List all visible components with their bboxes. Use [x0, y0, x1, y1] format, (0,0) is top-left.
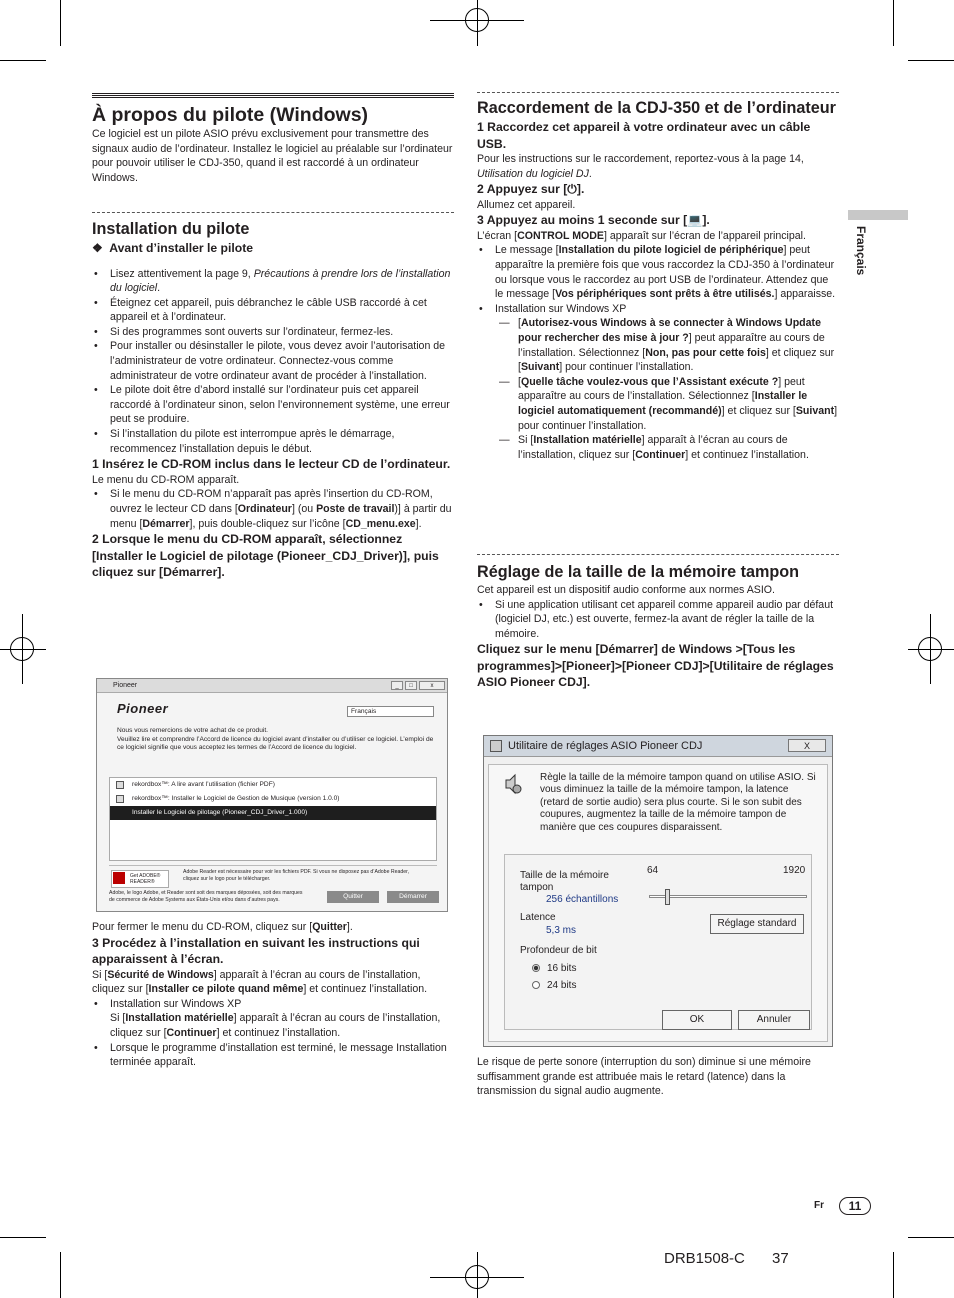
conn-step-1: 1 Raccordez cet appareil à votre ordinateur avec un câble USB. [477, 120, 811, 151]
cancel-button: Annuler [738, 1010, 810, 1030]
before-item: • Si des programmes sont ouverts sur l’ordinateur, fermez-les. [92, 325, 454, 340]
before-item: • Pour installer ou désinstaller le pilote, vous devez avoir l’autorisation de l’administrateur de votre ordinateur. Connectez-vous comme administrateur de votre ordinateur avant de procéder à l’installation. [92, 339, 454, 383]
close-note: Pour fermer le menu du CD-ROM, cliquez sur [Quitter]. [92, 921, 353, 933]
quit-button: Quitter [327, 891, 379, 903]
language-select: Français [347, 706, 434, 717]
buffer-text: Cet appareil est un dispositif audio conforme aux normes ASIO. [477, 584, 775, 596]
before-item: • Éteignez cet appareil, puis débranchez le câble USB raccordé à cet appareil et à l’ordinateur. [92, 296, 454, 325]
cd-menu-titlebar: Pioneer [97, 679, 447, 693]
buffer-slider-track [649, 895, 807, 898]
speaker-app-icon [490, 740, 502, 752]
before-item: • Si l’installation du pilote est interrompue après le démarrage, recommencez l’installation depuis le début. [92, 427, 454, 456]
ok-button: OK [662, 1010, 732, 1030]
minimize-icon: _ [391, 681, 403, 690]
language-tab-label: Français [854, 226, 868, 276]
xp-dash-item: — [Quelle tâche voulez-vous que l’Assistant exécute ?] peut apparaître au cours de l’installation. Sélectionnez [Installer le logiciel automatiquement (recommandé)] et cliquez sur [Suivant] pour continuer l’installation. [477, 375, 839, 433]
step-3-item: • Lorsque le programme d’installation est terminé, le message Installation terminée apparaît. [92, 1041, 454, 1070]
conn-step-1-text: Pour les instructions sur le raccordement, reportez-vous à la page 14, Utilisation du logiciel DJ. [477, 153, 804, 180]
buffer-slider-thumb [665, 889, 670, 905]
step-3: 3 Procédez à l’installation en suivant les instructions qui apparaissent à l’écran. [92, 935, 420, 967]
final-text: Le risque de perte sonore (interruption du son) diminue si une mémoire suffisamment grande est attribuée mais le retard (latence) dans la transmission du signal audio augmente. [477, 1056, 811, 1098]
footer-number: 37 [772, 1250, 789, 1267]
asio-description: Règle la taille de la mémoire tampon quand on utilise ASIO. Si vous diminuez la taille de la mémoire tampon, la latence (retard de sortie audio) sera plus courte. Si le son subit des coupures, augmentez la taille de la mémoire tampon de manière que ces coupures disparaissent. [540, 772, 816, 833]
list-item-selected: Installer le Logiciel de pilotage (Pioneer_CDJ_Driver_1.000) [110, 806, 436, 820]
page-lang: Fr [814, 1200, 824, 1211]
step-1-text: Le menu du CD-ROM apparaît. [92, 473, 240, 486]
adobe-footer: Get ADOBE® READER® Adobe Reader est nécessaire pour voir les fichiers PDF. Si vous ne disposez pas d’Adobe Reader, cliquez sur le logo pour le télécharger. Adobe, le logo Adobe, et Reader sont soit des marques déposées, soit des marques de commerce de Adobe Systems aux États-Unis et/ou dans d’autres pays. [109, 865, 437, 901]
asio-utility-window [483, 735, 833, 1047]
conn-bullet: • Le message [Installation du pilote logiciel de périphérique] peut apparaître la première fois que vous raccordez la CDJ-350 à l’ordinateur ou lorsque vous le raccordez au port USB de l’ordinateur. Attendez que le message [Vos périphériques sont prêts à être utilisés.] apparaisse. [477, 243, 839, 301]
radio-icon [532, 981, 540, 989]
intro-text: Ce logiciel est un pilote ASIO prévu exclusivement pour transmettre des signaux audio de l’ordinateur. Installez le logiciel au préalable sur l’ordinateur pour pouvoir utiliser le CDJ-350, quand il est raccordé à un ordinateur Windows. [92, 128, 453, 184]
page-number: 11 [839, 1197, 871, 1215]
before-heading: ❖ Avant d’installer le pilote [92, 241, 254, 255]
conn-step-2-text: Allumez cet appareil. [477, 198, 576, 211]
conn-step-3: 3 Appuyez au moins 1 seconde sur [💻]. [477, 213, 710, 228]
latency-label: Latence [520, 912, 556, 923]
title-rule [92, 93, 454, 98]
menu-step: Cliquez sur le menu [Démarrer] de Windows >[Tous les programmes]>[Pioneer]>[Pioneer CDJ]>[Utilitaire de réglages ASIO Pioneer CDJ]. [477, 642, 834, 690]
asio-titlebar: Utilitaire de réglages ASIO Pioneer CDJ [484, 736, 832, 757]
buffer-value: 256 échantillons [546, 894, 619, 905]
adobe-reader-badge: Get ADOBE® READER® [111, 870, 169, 888]
step-3-text: Si [Sécurité de Windows] apparaît à l’écran au cours de l’installation, cliquez sur [Installer ce pilote quand même] et continuez l’installation. [92, 968, 428, 996]
xp-dash-item: — [Autorisez-vous Windows à se connecter à Windows Update pour rechercher des mise à jour ?] peut apparaître au cours de l’installation. Sélectionnez [Non, pas pour cette fois] et cliquez sur [Suivant] pour continuer l’installation. [477, 316, 839, 374]
install-heading: Installation du pilote [92, 220, 250, 238]
buffer-max: 1920 [783, 865, 806, 876]
step-1: 1 Insérez le CD-ROM inclus dans le lecteur CD de l’ordinateur. [92, 457, 451, 472]
option-24-bits: 24 bits [532, 980, 576, 992]
radio-selected-icon [532, 964, 540, 972]
page-title: À propos du pilote (Windows) [92, 104, 369, 126]
list-item: rekordbox™: Installer le Logiciel de Gestion de Musique (version 1.0.0) [110, 792, 436, 806]
default-setting-button: Réglage standard [710, 914, 804, 934]
language-tab [848, 210, 908, 220]
pdf-icon [116, 781, 124, 789]
step-2: 2 Lorsque le menu du CD-ROM apparaît, sélectionnez [Installer le Logiciel de pilotage (Pioneer_CDJ_Driver)], puis cliquez sur [Démarrer]. [92, 532, 439, 580]
conn-bullet: • Installation sur Windows XP [477, 302, 839, 317]
latency-value: 5,3 ms [546, 925, 577, 936]
buffer-bullet: • Si une application utilisant cet appareil comme appareil audio par défaut (logiciel DJ, etc.) est ouverte, fermez-la avant de régler la taille de la mémoire. [477, 598, 839, 642]
maximize-icon: □ [405, 681, 417, 690]
step-3-item: • Installation sur Windows XP [92, 997, 454, 1012]
start-button: Démarrer [387, 891, 439, 903]
step-1-bullet: • Si le menu du CD-ROM n’apparaît pas après l’insertion du CD-ROM, ouvrez le lecteur CD dans [Ordinateur] (ou Poste de travail)] à partir du menu [Démarrer], puis double-cliquez sur l’icône [CD_menu.exe]. [92, 487, 454, 531]
list-item: rekordbox™: A lire avant l’utilisation (fichier PDF) [110, 778, 436, 792]
close-icon: x [419, 681, 445, 690]
adobe-icon [113, 872, 125, 884]
step-3-item-text: Si [Installation matérielle] apparaît à l’écran au cours de l’installation, cliquez sur [Continuer] et continuez l’installation. [110, 1012, 441, 1039]
option-16-bits: 16 bits [532, 963, 576, 975]
before-item: • Le pilote doit être d’abord installé sur l’ordinateur puis cet appareil raccordé à l’ordinateur sinon, selon l’environnement système, une erreur peut se produire. [92, 383, 454, 427]
connection-heading: Raccordement de la CDJ-350 et de l’ordinateur [477, 99, 836, 117]
buffer-label: Taille de la mémoire tampon [520, 870, 609, 894]
install-list [109, 777, 437, 861]
buffer-heading: Réglage de la taille de la mémoire tampon [477, 563, 800, 581]
bit-depth-label: Profondeur de bit [520, 945, 597, 956]
conn-step-3-text: L’écran [CONTROL MODE] apparaît sur l’écran de l’appareil principal. [477, 229, 806, 242]
cd-menu-window: Pioneer _ □ x Pioneer Français Nous vous remercions de votre achat de ce produit. Veuillez lire et comprendre l’Accord de licence du logiciel avant d’installer ou d’utiliser ce logiciel. L’emploi de ce logiciel signifie que vous acceptez les termes de l’Accord de licence du logiciel. rekordbox™: A lire avant l’utilisation (fichier PDF) rekordbox™: Installer le Logiciel de Gestion de Musique (version 1.0.0) Installer le Logiciel de pilotage (Pioneer_CDJ_Driver_1.000) Get ADOBE® READER® Adobe Reader est nécessaire pour voir les fichiers PDF. Si vous ne disposez pas d’Adobe Reader, cliquez sur le logo pour le télécharger. Adobe, le logo Adobe, et Reader sont soit des marques déposées, soit des marques de commerce de Adobe Systems aux États-Unis et/ou dans d’autres pays. Quitter Démarrer [96, 678, 448, 912]
buffer-min: 64 [647, 865, 659, 876]
doc-code: DRB1508-C [664, 1250, 745, 1267]
speaker-gear-icon [504, 772, 522, 796]
installer-icon [116, 795, 124, 803]
conn-step-2: 2 Appuyez sur [⏻]. [477, 182, 585, 197]
close-icon: X [788, 739, 826, 752]
xp-dash-item: — Si [Installation matérielle] apparaît à l’écran au cours de l’installation, cliquez sur [Continuer] et continuez l’installation. [477, 433, 839, 462]
pioneer-logo: Pioneer [117, 701, 169, 716]
before-item: • Lisez attentivement la page 9, Précautions à prendre lors de l’installation du logiciel. [92, 267, 454, 296]
